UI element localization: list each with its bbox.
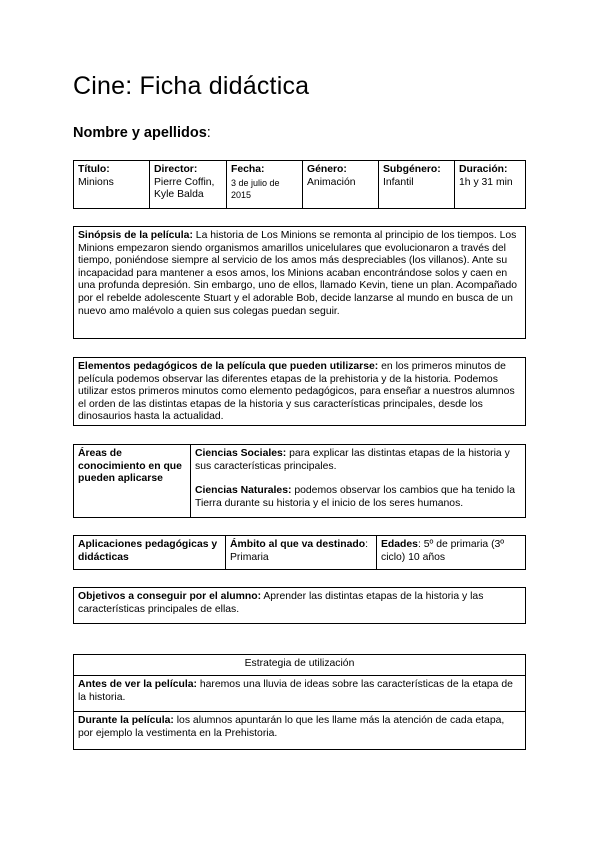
antes-text: haremos una lluvia de ideas sobre las características de la etapa de la historia. xyxy=(78,679,513,703)
ciencias-sociales-label: Ciencias Sociales: xyxy=(195,448,287,459)
objetivos-text: Aprender las distintas etapas de la historia y las características principales de ellas. xyxy=(78,591,484,615)
subgenero-label: Subgénero: xyxy=(383,164,441,175)
titulo-value: Minions xyxy=(78,176,114,188)
duracion-label: Duración: xyxy=(459,164,508,175)
estrategia-table xyxy=(73,654,526,750)
cell-titulo xyxy=(74,161,150,208)
subgenero-value: Infantil xyxy=(383,176,414,188)
ambito-value: : Primaria xyxy=(230,539,368,563)
cell-subgenero xyxy=(379,161,455,208)
genero-value: Animación xyxy=(307,176,356,188)
fecha-value-1: 3 de julio de xyxy=(231,177,280,188)
student-name-label: Nombre y apellidos xyxy=(73,125,207,141)
ciencias-naturales-text: podemos observar los cambios que ha tenido la Tierra durante su historia y el inicio de los seres humanos. xyxy=(195,485,515,509)
director-value-2: Kyle Balda xyxy=(154,189,204,201)
areas-content xyxy=(191,445,526,517)
ambito-cell xyxy=(226,536,377,569)
ciencias-sociales-text: para explicar las distintas etapas de la historia y sus características principales. xyxy=(195,448,510,472)
durante-label: Durante la película: xyxy=(78,715,174,726)
ciencias-naturales xyxy=(195,485,521,510)
objetivos-label: Objetivos a conseguir por el alumno: xyxy=(78,591,262,602)
cell-director xyxy=(150,161,227,208)
sinopsis-text: La historia de Los Minions se remonta al principio de los tiempos. Los Minions empezaron siendo organismos amarillos unicelulares que evolucionaron a través del tiempo, poniéndose siempre al servicio de los amos más despreciables (los villanos). Ante su incapacidad para mantener a esos amos, los Minions acaban encontrándose solos y caen en una profunda depresión. Sin embargo, uno de ellos, llamado Kevin, tiene un plan. Acompañado por el rebelde adolescente Stuart y el adorable Bob, decide lanzarse al mundo en busca de un nuevo amo malévolo a quien sus colegas puedan seguir. xyxy=(78,230,518,317)
edades-cell xyxy=(377,536,526,569)
cell-fecha xyxy=(227,161,303,208)
ambito-label: Ámbito al que va destinado xyxy=(230,539,366,550)
director-value-1: Pierre Coffin, xyxy=(154,176,215,188)
director-label: Director: xyxy=(154,164,198,175)
cell-genero xyxy=(303,161,379,208)
sinopsis-box xyxy=(73,226,526,339)
sinopsis-label: Sinópsis de la película: xyxy=(78,230,193,241)
areas-label: Áreas de conocimiento en que pueden aplicarse xyxy=(78,448,182,485)
titulo-label: Título: xyxy=(78,164,110,175)
aplicaciones-table xyxy=(73,535,526,570)
estrategia-durante xyxy=(74,711,525,743)
cell-duracion xyxy=(455,161,526,208)
edades-value: : 5º de primaria (3º ciclo) 10 años xyxy=(381,539,505,563)
fecha-value-2: 2015 xyxy=(231,190,252,201)
objetivos-box xyxy=(73,587,526,624)
aplicaciones-label: Aplicaciones pedagógicas y didácticas xyxy=(78,539,218,563)
student-name-colon: : xyxy=(206,125,211,141)
estrategia-antes xyxy=(74,675,525,711)
elementos-text: en los primeros minutos de película podemos observar las diferentes etapas de la prehistoria y de la historia. Podemos utilizar estos primeros minutos como elemento pedagógicos, para enseñar a nuestros alumnos el orden de las distintas etapas de la historia y sus características principales, desde los dinosaurios hasta la actualidad. xyxy=(78,361,515,423)
fecha-label: Fecha: xyxy=(231,164,265,175)
ciencias-naturales-label: Ciencias Naturales: xyxy=(195,485,292,497)
film-info-table xyxy=(73,160,526,209)
page-title: Cine: Ficha didáctica xyxy=(73,72,310,100)
duracion-value: 1h y 31 min xyxy=(459,176,513,188)
edades-label: Edades xyxy=(381,539,418,550)
durante-text: los alumnos apuntarán lo que les llame más la atención de cada etapa, por ejemplo la vestimenta en la Prehistoria. xyxy=(78,715,505,739)
areas-table xyxy=(73,444,526,518)
elementos-box xyxy=(73,357,526,426)
genero-label: Género: xyxy=(307,164,347,175)
antes-label: Antes de ver la película: xyxy=(78,679,197,690)
elementos-label: Elementos pedagógicos de la película que pueden utilizarse: xyxy=(78,361,379,372)
estrategia-title: Estrategia de utilización xyxy=(244,658,355,669)
ciencias-sociales xyxy=(195,448,521,473)
student-name-line xyxy=(73,125,211,141)
